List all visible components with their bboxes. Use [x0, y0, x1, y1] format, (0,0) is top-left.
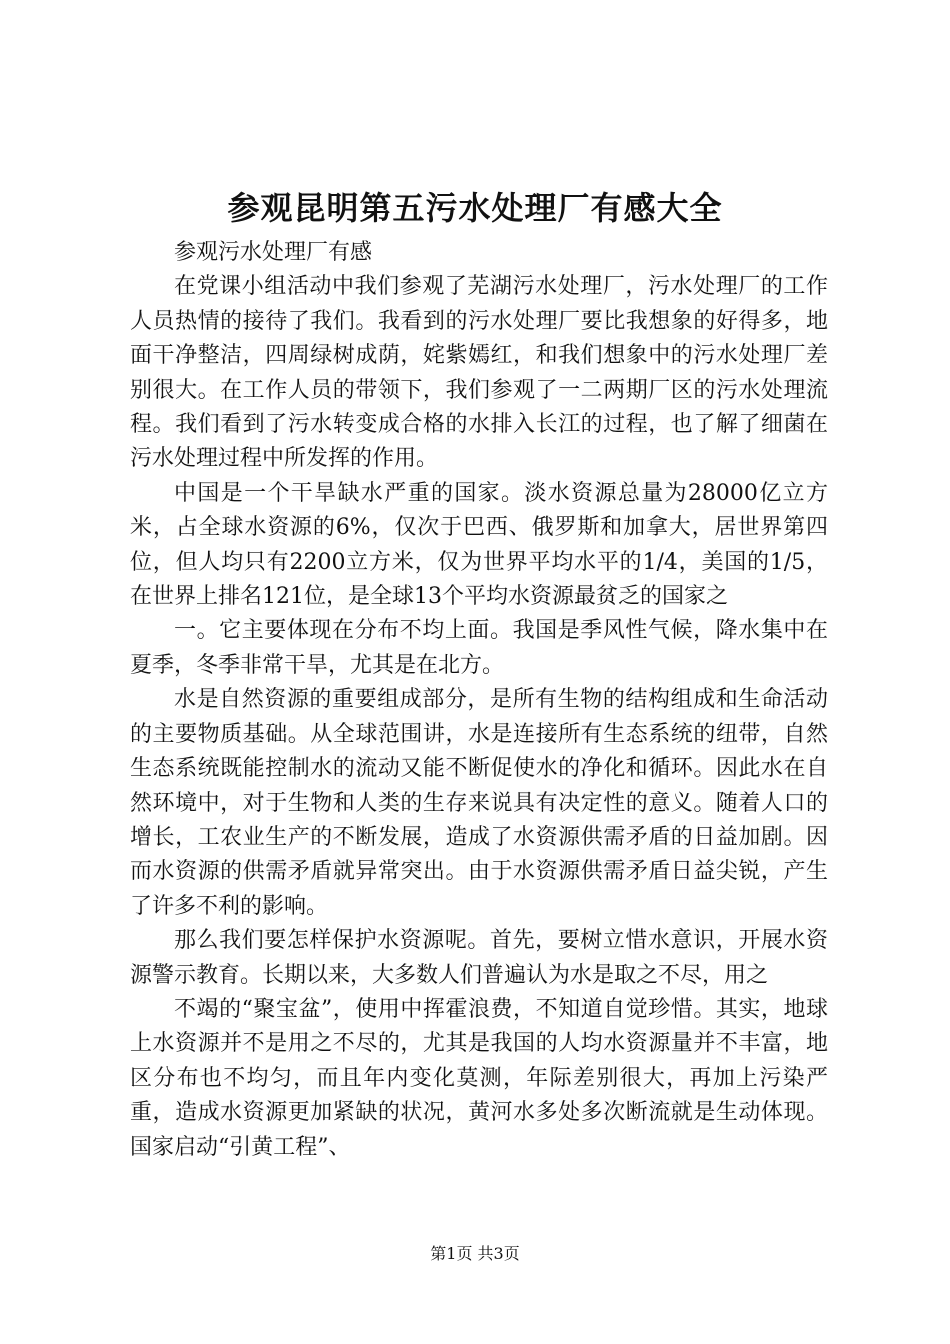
- page-number-footer: 第1页 共3页: [430, 1244, 520, 1263]
- paragraph-subtitle: 参观污水处理厂有感: [174, 240, 373, 265]
- document-title: 参观昆明第五污水处理厂有感大全: [227, 189, 723, 227]
- paragraph: 那么我们要怎样保护水资源呢。首先，要树立惜水意识，开展水资源警示教育。长期以来，大多数人们普遍认为水是取之不尽，用之: [130, 928, 828, 988]
- paragraph: 在党课小组活动中我们参观了芜湖污水处理厂，污水处理厂的工作人员热情的接待了我们。我看到的污水处理厂要比我想象的好得多，地面干净整洁，四周绿树成荫，姹紫嫣红，和我们想象中的污水处理厂差别很大。在工作人员的带领下，我们参观了一二两期厂区的污水处理流程。我们看到了污水转变成合格的水排入长江的过程，也了解了细菌在污水处理过程中所发挥的作用。: [130, 274, 828, 472]
- paragraph: 中国是一个干旱缺水严重的国家。淡水资源总量为28000亿立方米，占全球水资源的6%，仅次于巴西、俄罗斯和加拿大，居世界第四位，但人均只有2200立方米，仅为世界平均水平的1/4，美国的1/5，在世界上排名121位，是全球13个平均水资源最贫乏的国家之: [130, 480, 828, 610]
- document-body: [130, 236, 828, 1165]
- paragraph: 一。它主要体现在分布不均上面。我国是季风性气候，降水集中在夏季，冬季非常干旱，尤其是在北方。: [130, 618, 828, 678]
- paragraph: 不竭的“聚宝盆”，使用中挥霍浪费，不知道自觉珍惜。其实，地球上水资源并不是用之不尽的，尤其是我国的人均水资源量并不丰富，地区分布也不均匀，而且年内变化莫测，年际差别很大，再加上污染严重，造成水资源更加紧缺的状况，黄河水多处多次断流就是生动体现。国家启动“引黄工程”、: [130, 996, 828, 1160]
- paragraph: 水是自然资源的重要组成部分，是所有生物的结构组成和生命活动的主要物质基础。从全球范围讲，水是连接所有生态系统的纽带，自然生态系统既能控制水的流动又能不断促使水的净化和循环。因此水在自然环境中，对于生物和人类的生存来说具有决定性的意义。随着人口的增长，工农业生产的不断发展，造成了水资源供需矛盾的日益加剧。因而水资源的供需矛盾就异常突出。由于水资源供需矛盾日益尖锐，产生了许多不利的影响。: [130, 687, 828, 919]
